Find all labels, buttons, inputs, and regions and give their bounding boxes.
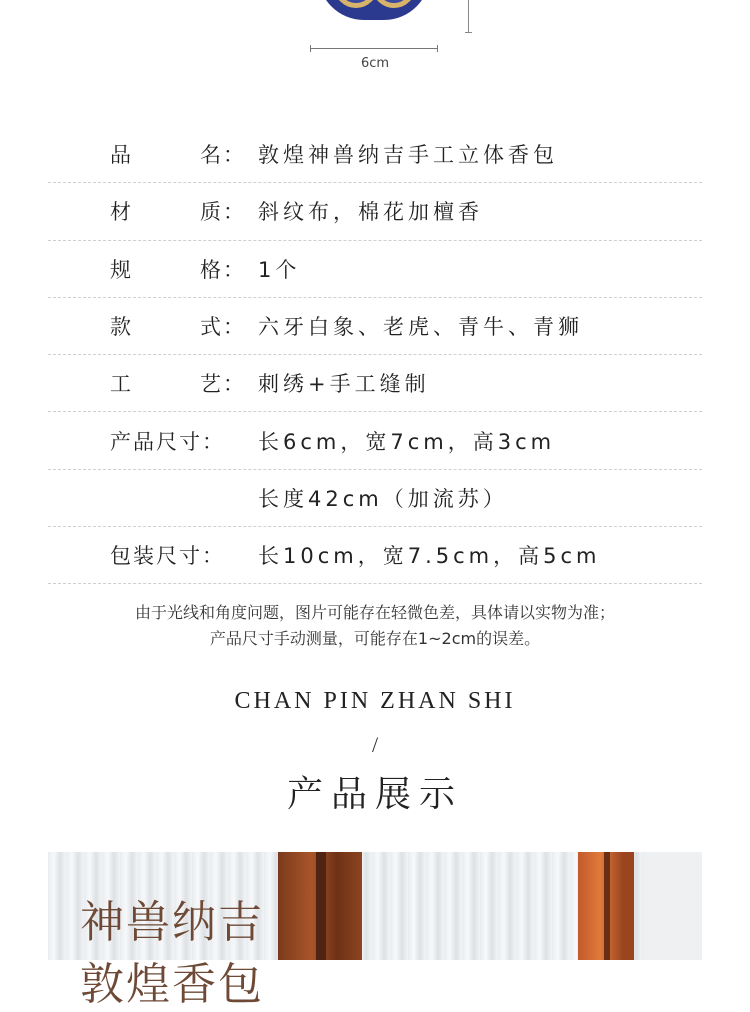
spec-value: 1个 — [258, 257, 301, 282]
spec-row-name — [48, 126, 702, 183]
spec-row-package-size — [48, 527, 702, 584]
spec-label: 款 式： — [110, 315, 246, 340]
spec-table — [48, 126, 702, 584]
spec-label: 规 格： — [110, 257, 246, 282]
sachet-ring-left — [334, 0, 378, 8]
spec-row-craft — [48, 355, 702, 412]
spec-row-material — [48, 183, 702, 240]
wooden-post-left-gap — [316, 852, 326, 960]
spec-value: 长度42cm（加流苏） — [258, 486, 508, 511]
spec-row-product-size — [48, 412, 702, 469]
width-dimension-label: 6cm — [360, 56, 390, 71]
product-image-top — [0, 0, 750, 80]
height-dimension-line — [468, 0, 469, 32]
spec-label: 产品尺寸： — [110, 429, 225, 454]
spec-label: 材 质： — [110, 200, 246, 225]
spec-value: 六牙白象、老虎、青牛、青狮 — [258, 315, 583, 340]
spec-label: 品 名： — [110, 143, 246, 168]
photo-right-wall — [644, 852, 702, 960]
spec-value: 斜纹布，棉花加檀香 — [258, 200, 483, 225]
width-dimension-line — [310, 48, 438, 49]
wooden-post-right-gap — [604, 852, 610, 960]
product-display-photo — [48, 852, 702, 1010]
sachet-ring-right — [372, 0, 416, 8]
section-title-en: CHAN PIN ZHAN SHI — [234, 688, 516, 714]
spec-row-size — [48, 241, 702, 298]
disclaimer-note — [0, 600, 750, 652]
spec-value: 敦煌神兽纳吉手工立体香包 — [258, 143, 558, 168]
section-title-cn: 产品展示 — [286, 774, 463, 815]
spec-row-style — [48, 298, 702, 355]
spec-value: 刺绣+手工缝制 — [258, 372, 430, 397]
photo-caption-line-2: 敦煌香包 — [80, 959, 264, 1010]
sachet-pouch-image — [318, 0, 430, 20]
spec-value: 长6cm，宽7cm，高3cm — [258, 429, 556, 454]
photo-caption-line-1: 神兽纳吉 — [80, 897, 264, 948]
spec-label: 包装尺寸： — [110, 544, 225, 569]
disclaimer-line-2: 产品尺寸手动测量，可能存在1~2cm的误差。 — [209, 629, 541, 648]
spec-row-length — [48, 470, 702, 527]
spec-label: 工 艺： — [110, 372, 246, 397]
disclaimer-line-1: 由于光线和角度问题，图片可能存在轻微色差，具体请以实物为准； — [134, 603, 615, 622]
section-divider-slash: / — [371, 732, 379, 757]
spec-value: 长10cm，宽7.5cm，高5cm — [258, 544, 601, 569]
